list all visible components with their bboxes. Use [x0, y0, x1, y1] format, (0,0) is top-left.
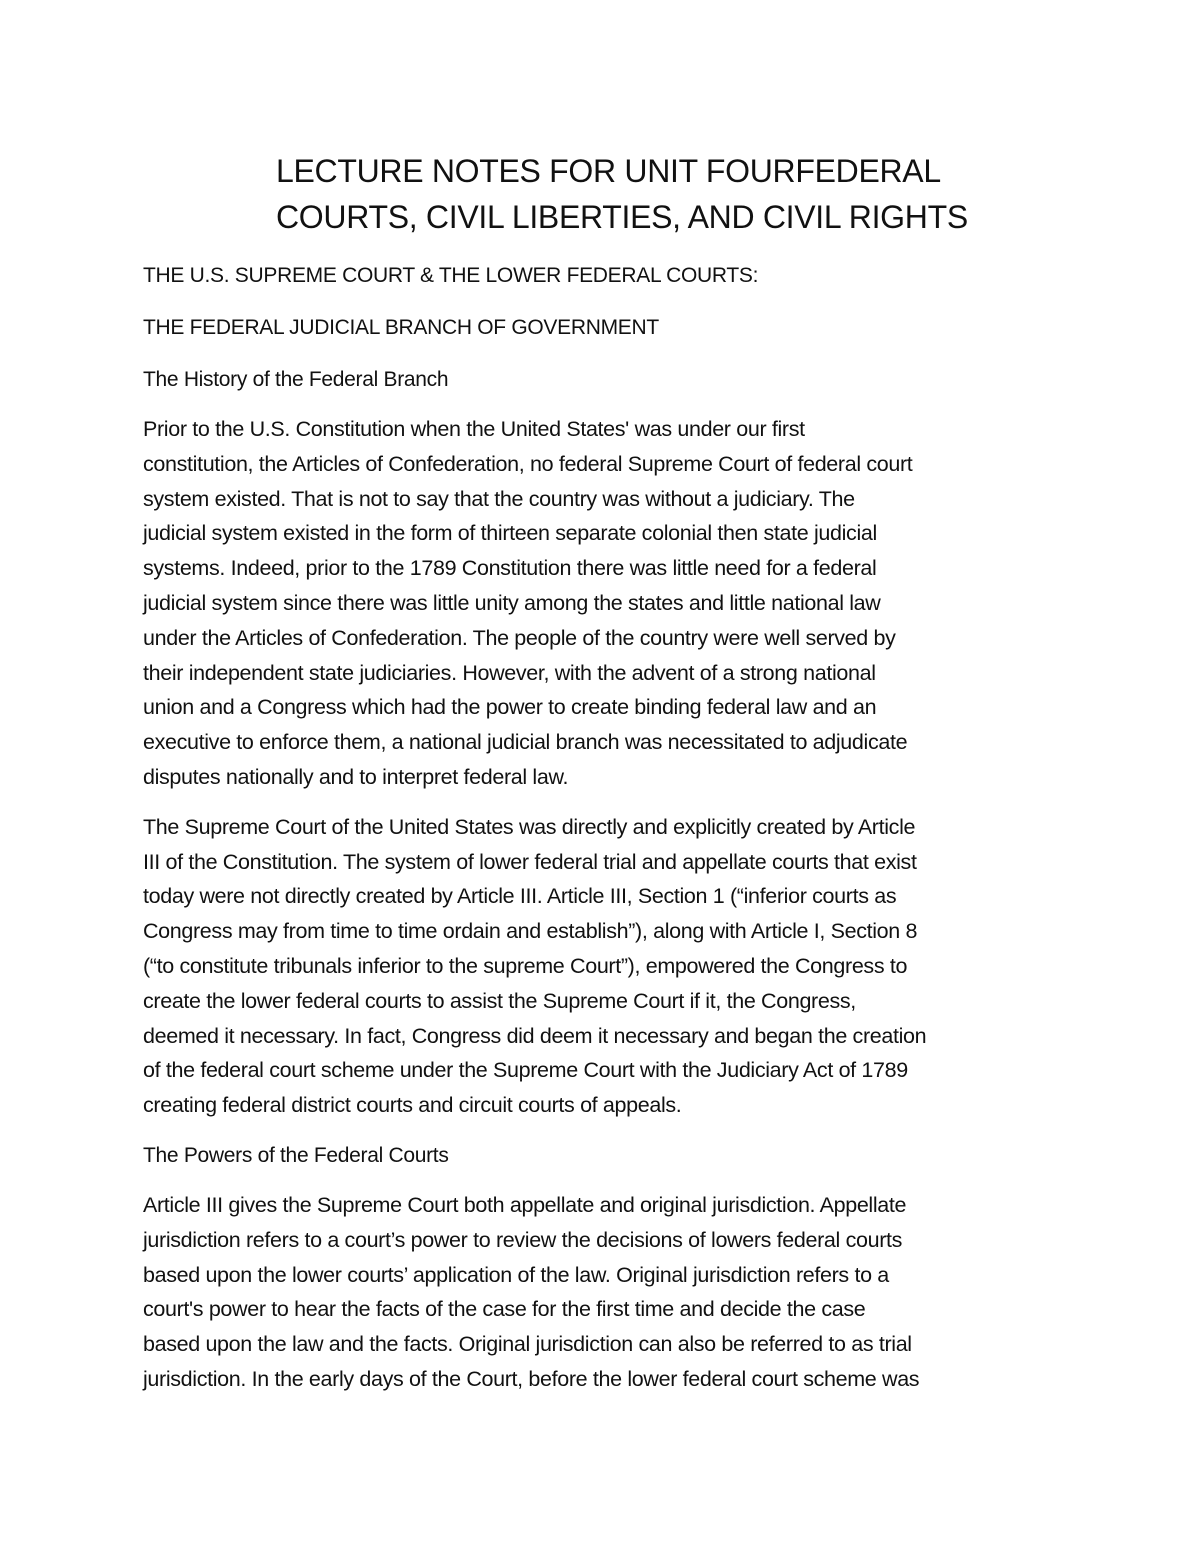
- paragraph-line: Prior to the U.S. Constitution when the United States' was under our first: [143, 417, 805, 441]
- paragraph-line: union and a Congress which had the power to create binding federal law and an: [143, 695, 877, 720]
- heading-supreme-court: THE U.S. SUPREME COURT & THE LOWER FEDERAL COURTS:: [143, 264, 759, 287]
- section-title-powers: The Powers of the Federal Courts: [143, 1143, 449, 1167]
- title-line: COURTS, CIVIL LIBERTIES, AND CIVIL RIGHTS: [276, 199, 968, 235]
- document-title: [143, 148, 1063, 240]
- paragraph-line: their independent state judiciaries. However, with the advent of a strong national: [143, 660, 876, 685]
- paragraph-line: deemed it necessary. In fact, Congress did deem it necessary and began the creation: [143, 1023, 927, 1048]
- paragraph-line: today were not directly created by Article III. Article III, Section 1 (“inferior courts as: [143, 884, 897, 909]
- section-title-history: The History of the Federal Branch: [143, 368, 449, 391]
- paragraph-line: based upon the lower courts’ application of the law. Original jurisdiction refers to a: [143, 1262, 889, 1287]
- paragraph-line: system existed. That is not to say that the country was without a judiciary. The: [143, 486, 855, 511]
- paragraph-supreme-court-creation: [143, 810, 1063, 1123]
- paragraph-line: Congress may from time to time ordain and establish”), along with Article I, Section 8: [143, 919, 918, 944]
- paragraph-line: constitution, the Articles of Confederation, no federal Supreme Court of federal court: [143, 451, 913, 476]
- paragraph-line: judicial system since there was little unity among the states and little national law: [143, 590, 881, 615]
- paragraph-line: (“to constitute tribunals inferior to the supreme Court”), empowered the Congress to: [143, 953, 908, 978]
- paragraph-line: creating federal district courts and circuit courts of appeals.: [143, 1093, 682, 1118]
- title-line: LECTURE NOTES FOR UNIT FOURFEDERAL: [276, 153, 941, 189]
- paragraph-line: of the federal court scheme under the Supreme Court with the Judiciary Act of 1789: [143, 1058, 908, 1083]
- document-page: [143, 148, 1063, 1397]
- paragraph-line: create the lower federal courts to assist the Supreme Court if it, the Congress,: [143, 988, 856, 1013]
- paragraph-powers: [143, 1188, 1063, 1397]
- paragraph-line: based upon the law and the facts. Original jurisdiction can also be referred to as trial: [143, 1332, 912, 1357]
- paragraph-line: systems. Indeed, prior to the 1789 Constitution there was little need for a federal: [143, 556, 877, 581]
- paragraph-line: executive to enforce them, a national judicial branch was necessitated to adjudicate: [143, 730, 908, 755]
- paragraph-line: disputes nationally and to interpret federal law.: [143, 764, 569, 789]
- paragraph-line: jurisdiction refers to a court’s power to review the decisions of lowers federal courts: [143, 1227, 903, 1252]
- paragraph-history: [143, 412, 1063, 795]
- paragraph-line: court's power to hear the facts of the case for the first time and decide the case: [143, 1297, 866, 1322]
- paragraph-line: under the Articles of Confederation. The people of the country were well served by: [143, 625, 896, 650]
- paragraph-line: The Supreme Court of the United States was directly and explicitly created by Article: [143, 814, 916, 839]
- paragraph-line: jurisdiction. In the early days of the Court, before the lower federal court scheme was: [143, 1366, 920, 1391]
- paragraph-line: Article III gives the Supreme Court both appellate and original jurisdiction. Appellate: [143, 1192, 907, 1217]
- paragraph-line: III of the Constitution. The system of lower federal trial and appellate courts that exist: [143, 849, 917, 874]
- heading-judicial-branch: THE FEDERAL JUDICIAL BRANCH OF GOVERNMENT: [143, 316, 659, 339]
- paragraph-line: judicial system existed in the form of thirteen separate colonial then state judicial: [143, 521, 877, 546]
